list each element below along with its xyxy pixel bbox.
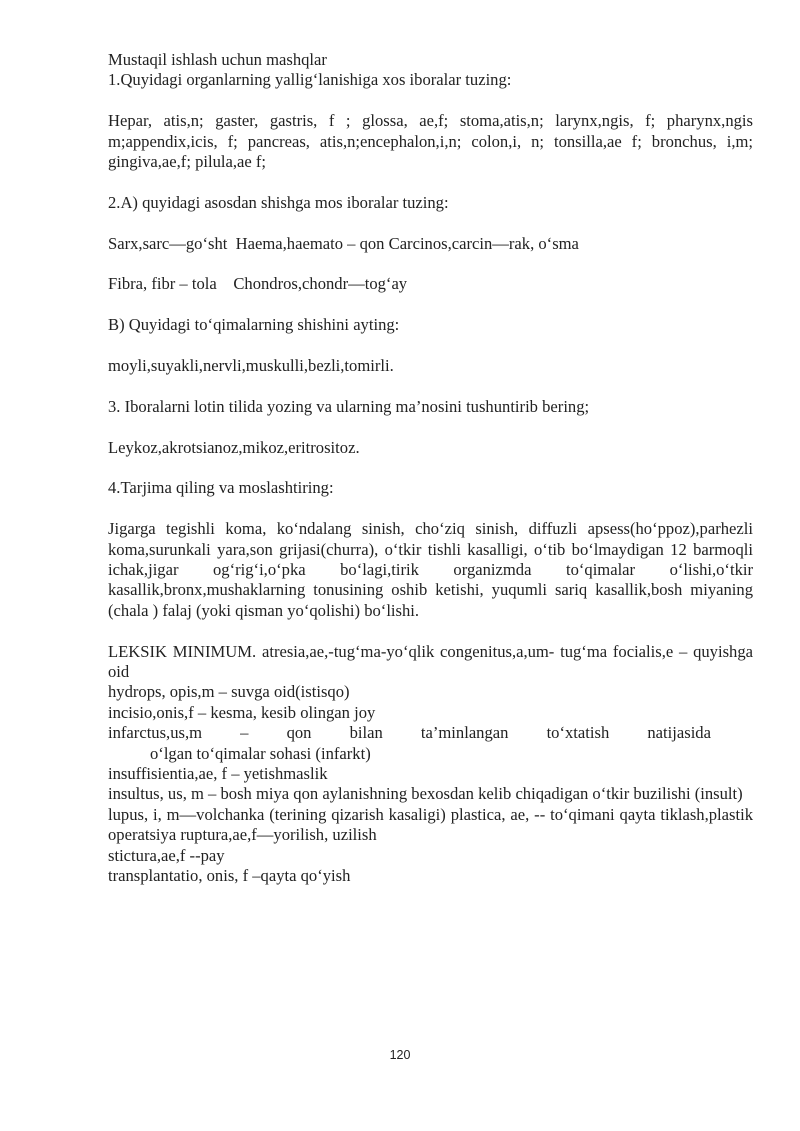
exercise-2b-tissues: moyli,suyakli,nervli,muskulli,bezli,tomirli. (108, 356, 394, 375)
page-number: 120 (389, 1048, 411, 1062)
exercise-1-prompt: 1.Quyidagi organlarning yallig‘lanishiga xos iboralar tuzing: (108, 70, 512, 90)
lexicon-hydrops: hydrops, opis,m – suvga oid(istisqo) (108, 682, 350, 702)
infarctus-word: natijasida (647, 723, 711, 743)
exercise-2b-prompt: B) Quyidagi to‘qimalarning shishini ayting: (108, 315, 400, 335)
infarctus-word: – (240, 723, 249, 743)
infarctus-word: to‘xtatish (546, 723, 610, 743)
exercise-4-prompt: 4.Tarjima qiling va moslashtiring: (108, 478, 334, 498)
exercise-1-terms: Hepar, atis,n; gaster, gastris, f ; glossa, ae,f; stoma,atis,n; larynx,ngis, f; pharynx,ngis m;appendix,icis, f; pancreas, atis,n;encephalon,i,n; colon,i, n; tonsilla,ae f; bronchus, i,m; gingiva,ae,f; pilula,ae f; (108, 111, 753, 172)
lexicon-insultus: insultus, us, m – bosh miya qon aylanishning bexosdan kelib chiqadigan o‘tkir buzilishi (insult) (108, 784, 743, 804)
lexicon-infarctus (108, 723, 753, 743)
lexicon-infarctus-continuation: o‘lgan to‘qimalar sohasi (infarkt) (150, 743, 371, 763)
exercise-3-prompt: 3. Iboralarni lotin tilida yozing va ularning ma’nosini tushuntirib bering; (108, 396, 590, 416)
infarctus-word: qon (286, 723, 312, 743)
lexicon-transplantatio: transplantatio, onis, f –qayta qo‘yish (108, 866, 351, 886)
exercise-4-text: Jigarga tegishli koma, ko‘ndalang sinish, cho‘ziq sinish, diffuzli apsess(ho‘ppoz),parhezli koma,surunkali yara,son grijasi(churra), o‘tkir tishli kasalligi, o‘tib bo‘lmaydigan 12 barmoqli ichak,jigar og‘rig‘i,o‘pka bo‘lagi,tirik organizmda to‘qimalar o‘lishi,o‘tkir kasallik,bronx,mushaklarning tonusining oshib ketishi, yuqumli sariq kasallik,bosh miyaning (chala ) falaj (yoki qisman yo‘qolishi) bo‘lishi. (108, 519, 753, 620)
lexicon-incisio: incisio,onis,f – kesma, kesib olingan joy (108, 702, 376, 722)
infarctus-word: bilan (349, 723, 383, 743)
infarctus-word: infarctus,us,m (108, 723, 203, 743)
lexicon-strictura: stictura,ae,f --pay (108, 845, 225, 865)
lexicon-lupus: lupus, i, m—volchanka (terining qizarish kasaligi) plastica, ae, -- to‘qimani qayta tiklash,plastik operatsiya ruptura,ae,f—yorilish, uzilish (108, 804, 753, 845)
lexicon-intro: LEKSIK MINIMUM. atresia,ae,-tug‘ma-yo‘qlik congenitus,a,um- tug‘ma focialis,e – quyishga oid (108, 641, 753, 682)
section-heading: Mustaqil ishlash uchun mashqlar (108, 50, 327, 69)
exercise-2-roots-line-2: Fibra, fibr – tola Chondros,chondr—tog‘ay (108, 274, 408, 294)
document-page (108, 50, 753, 886)
exercise-2a-prompt: 2.A) quyidagi asosdan shishga mos iboralar tuzing: (108, 192, 449, 212)
infarctus-word: ta’minlangan (420, 723, 509, 743)
exercise-3-terms: Leykoz,akrotsianoz,mikoz,eritrositoz. (108, 437, 360, 457)
exercise-2-roots-line-1: Sarx,sarc—go‘sht Haema,haemato – qon Carcinos,carcin—rak, o‘sma (108, 233, 579, 253)
lexicon-insuffisientia: insuffisientia,ae, f – yetishmaslik (108, 764, 328, 784)
